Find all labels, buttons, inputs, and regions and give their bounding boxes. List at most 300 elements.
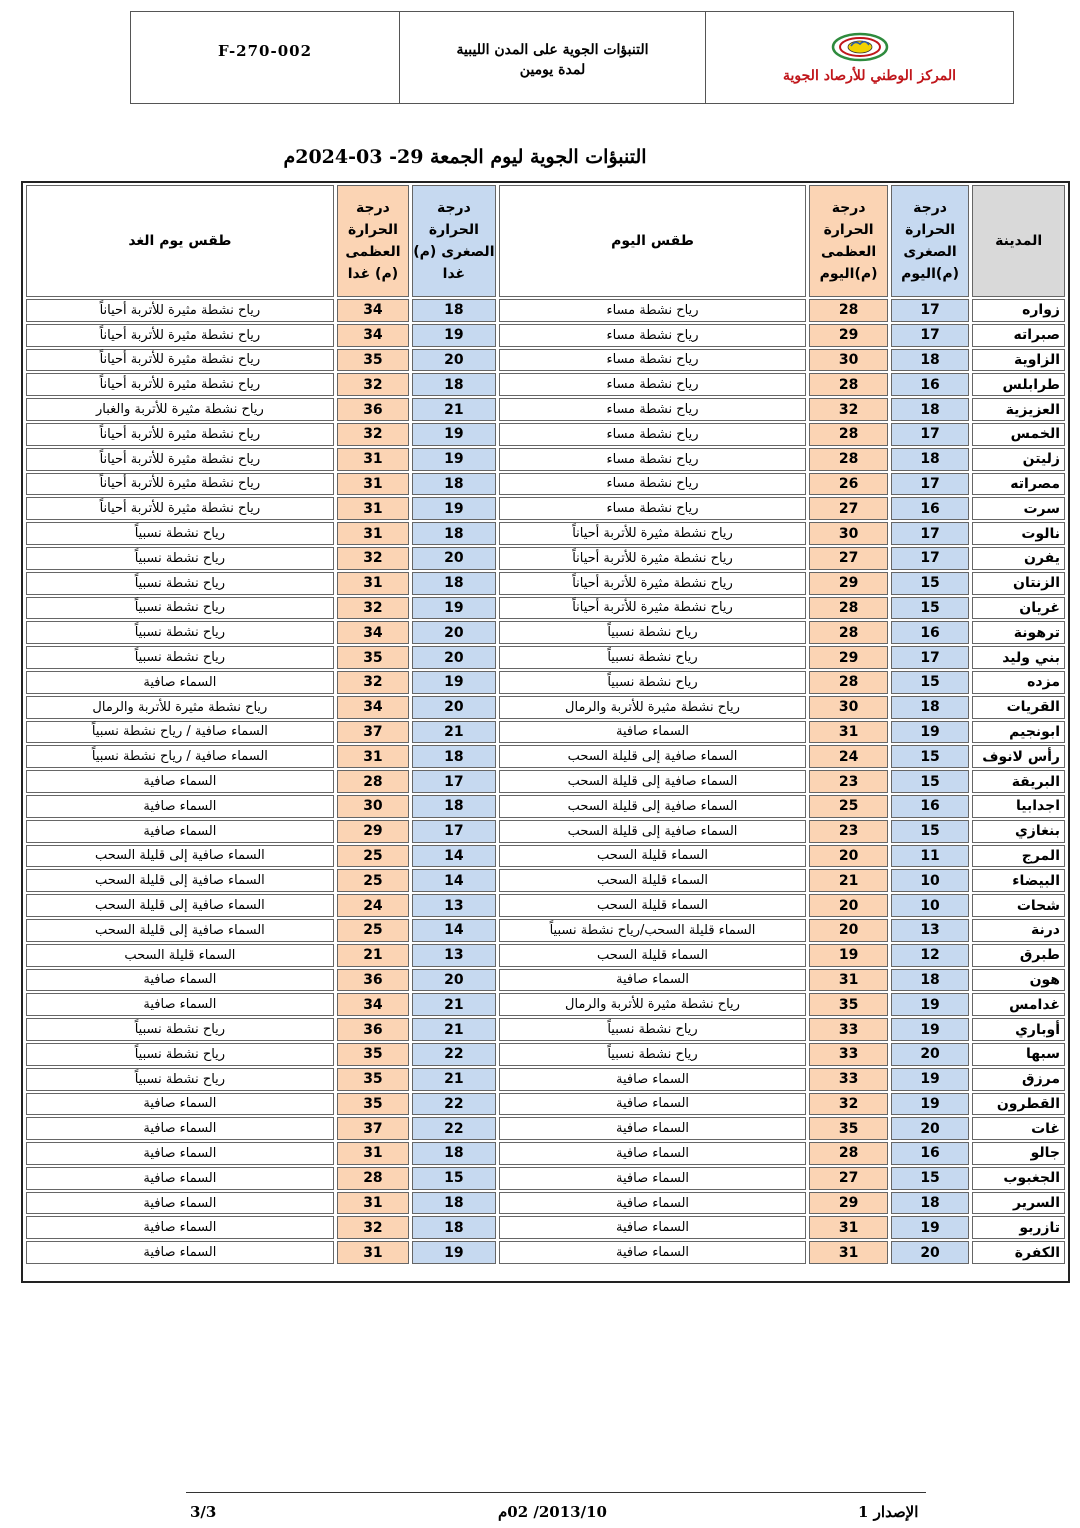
row-min-tomorrow: 14 — [412, 845, 496, 868]
row-weather-today: رياح نشطة نسبياً — [499, 646, 807, 669]
row-min-tomorrow: 20 — [412, 349, 496, 372]
row-weather-tomorrow: السماء صافية — [26, 795, 334, 818]
row-weather-today: رياح نشطة مساء — [499, 448, 807, 471]
row-max-today: 20 — [809, 894, 887, 917]
row-min-tomorrow: 21 — [412, 993, 496, 1016]
row-max-tomorrow: 28 — [337, 770, 409, 793]
row-weather-today: السماء صافية — [499, 1068, 807, 1091]
row-city: البيضاء — [972, 869, 1065, 892]
row-city: زواره — [972, 299, 1065, 322]
row-min-today: 15 — [891, 597, 969, 620]
row-city: بني وليد — [972, 646, 1065, 669]
row-weather-today: رياح نشطة نسبياً — [499, 1043, 807, 1066]
row-max-today: 26 — [809, 473, 887, 496]
table-row — [26, 1068, 1065, 1091]
table-header-row — [26, 185, 1065, 297]
row-min-tomorrow: 18 — [412, 1142, 496, 1165]
row-max-today: 29 — [809, 1192, 887, 1215]
row-max-tomorrow: 24 — [337, 894, 409, 917]
row-city: شحات — [972, 894, 1065, 917]
row-min-today: 15 — [891, 745, 969, 768]
table-row — [26, 1093, 1065, 1116]
row-city: طبرق — [972, 944, 1065, 967]
row-weather-today: رياح نشطة مثيرة للأتربة أحياناً — [499, 547, 807, 570]
row-max-today: 28 — [809, 299, 887, 322]
table-row — [26, 299, 1065, 322]
row-max-tomorrow: 32 — [337, 547, 409, 570]
row-min-tomorrow: 18 — [412, 473, 496, 496]
row-city: نالوت — [972, 522, 1065, 545]
row-min-tomorrow: 14 — [412, 919, 496, 942]
row-weather-today: السماء صافية إلى قليلة السحب — [499, 745, 807, 768]
row-max-today: 35 — [809, 993, 887, 1016]
table-row — [26, 522, 1065, 545]
row-max-tomorrow: 32 — [337, 1216, 409, 1239]
row-weather-tomorrow: رياح نشطة مثيرة للأتربة أحياناً — [26, 324, 334, 347]
row-min-tomorrow: 13 — [412, 944, 496, 967]
row-max-today: 27 — [809, 497, 887, 520]
row-max-tomorrow: 25 — [337, 845, 409, 868]
row-min-today: 15 — [891, 820, 969, 843]
row-city: اجدابيا — [972, 795, 1065, 818]
row-min-tomorrow: 19 — [412, 423, 496, 446]
row-weather-tomorrow: السماء صافية — [26, 1167, 334, 1190]
table-row — [26, 820, 1065, 843]
row-weather-tomorrow: السماء صافية — [26, 1117, 334, 1140]
row-min-today: 17 — [891, 547, 969, 570]
table-row — [26, 671, 1065, 694]
row-weather-today: السماء صافية — [499, 1241, 807, 1264]
row-max-tomorrow: 35 — [337, 349, 409, 372]
row-weather-today: رياح نشطة مساء — [499, 349, 807, 372]
row-min-today: 18 — [891, 398, 969, 421]
row-city: الزنتان — [972, 572, 1065, 595]
row-max-tomorrow: 37 — [337, 1117, 409, 1140]
row-city: غات — [972, 1117, 1065, 1140]
row-max-tomorrow: 32 — [337, 423, 409, 446]
table-row — [26, 572, 1065, 595]
row-min-today: 20 — [891, 1241, 969, 1264]
form-code: F-270-002 — [131, 12, 400, 103]
row-max-today: 29 — [809, 324, 887, 347]
row-min-tomorrow: 22 — [412, 1043, 496, 1066]
forecast-table — [23, 183, 1068, 1266]
footer-page-number: 3/3 — [190, 1503, 217, 1521]
row-max-today: 20 — [809, 845, 887, 868]
row-weather-tomorrow: رياح نشطة مثيرة للأتربة والرمال — [26, 696, 334, 719]
footer-date: 2013/10/ 02م — [498, 1503, 607, 1521]
row-max-today: 31 — [809, 721, 887, 744]
row-min-tomorrow: 17 — [412, 770, 496, 793]
row-weather-tomorrow: السماء صافية إلى قليلة السحب — [26, 845, 334, 868]
row-weather-tomorrow: السماء صافية — [26, 1142, 334, 1165]
row-min-today: 19 — [891, 993, 969, 1016]
row-min-today: 17 — [891, 299, 969, 322]
row-max-tomorrow: 32 — [337, 671, 409, 694]
row-weather-today: السماء صافية — [499, 1142, 807, 1165]
row-max-tomorrow: 36 — [337, 969, 409, 992]
row-min-today: 15 — [891, 572, 969, 595]
row-weather-today: السماء قليلة السحب — [499, 869, 807, 892]
row-min-tomorrow: 22 — [412, 1093, 496, 1116]
row-min-tomorrow: 18 — [412, 299, 496, 322]
row-max-today: 24 — [809, 745, 887, 768]
row-min-today: 16 — [891, 1142, 969, 1165]
row-max-tomorrow: 36 — [337, 398, 409, 421]
row-weather-today: السماء قليلة السحب — [499, 845, 807, 868]
row-city: القريات — [972, 696, 1065, 719]
row-min-tomorrow: 19 — [412, 324, 496, 347]
row-max-tomorrow: 31 — [337, 1142, 409, 1165]
row-city: يفرن — [972, 547, 1065, 570]
row-weather-today: السماء صافية — [499, 721, 807, 744]
row-city: الجغبوب — [972, 1167, 1065, 1190]
row-weather-tomorrow: السماء صافية / رياح نشطة نسبياً — [26, 745, 334, 768]
row-weather-tomorrow: السماء صافية — [26, 993, 334, 1016]
row-min-today: 16 — [891, 497, 969, 520]
row-weather-tomorrow: السماء صافية — [26, 1192, 334, 1215]
row-weather-tomorrow: السماء صافية — [26, 1216, 334, 1239]
row-min-today: 12 — [891, 944, 969, 967]
row-max-today: 30 — [809, 522, 887, 545]
row-min-today: 17 — [891, 324, 969, 347]
row-max-tomorrow: 31 — [337, 572, 409, 595]
row-city: بنغازي — [972, 820, 1065, 843]
row-min-today: 18 — [891, 969, 969, 992]
row-min-today: 16 — [891, 795, 969, 818]
row-weather-today: السماء صافية إلى قليلة السحب — [499, 820, 807, 843]
row-min-tomorrow: 19 — [412, 1241, 496, 1264]
page-title: التنبؤات الجوية ليوم الجمعة 29- 03-2024م — [283, 146, 647, 168]
forecast-table-frame — [21, 181, 1070, 1283]
col-header-weather-today: طقس اليوم — [499, 185, 807, 297]
row-weather-today: رياح نشطة مساء — [499, 398, 807, 421]
row-weather-tomorrow: رياح نشطة نسبياً — [26, 1018, 334, 1041]
row-max-today: 30 — [809, 696, 887, 719]
row-weather-today: رياح نشطة مثيرة للأتربة والرمال — [499, 696, 807, 719]
row-weather-today: رياح نشطة مساء — [499, 373, 807, 396]
row-weather-today: السماء صافية — [499, 1093, 807, 1116]
row-max-today: 29 — [809, 572, 887, 595]
table-row — [26, 845, 1065, 868]
row-min-tomorrow: 22 — [412, 1117, 496, 1140]
row-city: أوباري — [972, 1018, 1065, 1041]
row-weather-today: السماء قليلة السحب — [499, 894, 807, 917]
row-weather-today: رياح نشطة مثيرة للأتربة أحياناً — [499, 597, 807, 620]
row-weather-tomorrow: السماء صافية — [26, 969, 334, 992]
table-row — [26, 745, 1065, 768]
row-max-tomorrow: 25 — [337, 869, 409, 892]
row-weather-tomorrow: رياح نشطة نسبياً — [26, 522, 334, 545]
document-header — [130, 11, 1014, 104]
row-max-tomorrow: 34 — [337, 696, 409, 719]
row-min-today: 15 — [891, 770, 969, 793]
row-weather-today: السماء قليلة السحب — [499, 944, 807, 967]
row-max-tomorrow: 31 — [337, 522, 409, 545]
row-weather-today: رياح نشطة مساء — [499, 324, 807, 347]
row-weather-tomorrow: رياح نشطة نسبياً — [26, 547, 334, 570]
row-max-today: 28 — [809, 597, 887, 620]
table-row — [26, 869, 1065, 892]
row-min-today: 18 — [891, 448, 969, 471]
row-min-tomorrow: 20 — [412, 969, 496, 992]
row-weather-today: السماء صافية — [499, 1117, 807, 1140]
row-min-tomorrow: 19 — [412, 597, 496, 620]
row-min-today: 10 — [891, 869, 969, 892]
row-min-tomorrow: 15 — [412, 1167, 496, 1190]
row-weather-tomorrow: رياح نشطة نسبياً — [26, 1068, 334, 1091]
col-header-min-today: درجة الحرارة الصغرى (م)اليوم — [891, 185, 969, 297]
row-city: رأس لانوف — [972, 745, 1065, 768]
row-weather-today: رياح نشطة مثيرة للأتربة والرمال — [499, 993, 807, 1016]
row-max-tomorrow: 34 — [337, 993, 409, 1016]
row-weather-tomorrow: السماء صافية — [26, 770, 334, 793]
row-weather-tomorrow: رياح نشطة مثيرة للأتربة أحياناً — [26, 423, 334, 446]
row-weather-today: السماء صافية — [499, 1216, 807, 1239]
row-weather-today: السماء صافية — [499, 969, 807, 992]
row-max-today: 23 — [809, 770, 887, 793]
table-row — [26, 894, 1065, 917]
row-city: الكفرة — [972, 1241, 1065, 1264]
row-min-tomorrow: 17 — [412, 820, 496, 843]
row-min-today: 19 — [891, 1068, 969, 1091]
row-weather-today: رياح نشطة نسبياً — [499, 621, 807, 644]
organization-box — [706, 12, 1013, 103]
row-weather-tomorrow: رياح نشطة مثيرة للأتربة أحياناً — [26, 349, 334, 372]
col-header-max-tomorrow: درجة الحرارة العظمى (م) غدا — [337, 185, 409, 297]
row-weather-tomorrow: رياح نشطة مثيرة للأتربة والغبار — [26, 398, 334, 421]
row-city: جالو — [972, 1142, 1065, 1165]
row-max-tomorrow: 31 — [337, 497, 409, 520]
table-row — [26, 547, 1065, 570]
row-city: مرزق — [972, 1068, 1065, 1091]
table-row — [26, 770, 1065, 793]
row-min-today: 19 — [891, 1093, 969, 1116]
row-min-tomorrow: 18 — [412, 1192, 496, 1215]
row-max-today: 32 — [809, 398, 887, 421]
row-city: طرابلس — [972, 373, 1065, 396]
row-max-tomorrow: 28 — [337, 1167, 409, 1190]
row-min-today: 17 — [891, 473, 969, 496]
table-row — [26, 398, 1065, 421]
row-min-today: 13 — [891, 919, 969, 942]
table-row — [26, 423, 1065, 446]
col-header-city: المدينة — [972, 185, 1065, 297]
table-row — [26, 1167, 1065, 1190]
row-weather-tomorrow: رياح نشطة مثيرة للأتربة أحياناً — [26, 373, 334, 396]
table-row — [26, 1142, 1065, 1165]
row-max-tomorrow: 32 — [337, 373, 409, 396]
row-min-tomorrow: 18 — [412, 522, 496, 545]
row-city: الخمس — [972, 423, 1065, 446]
row-min-today: 20 — [891, 1117, 969, 1140]
row-min-tomorrow: 21 — [412, 1018, 496, 1041]
row-min-today: 19 — [891, 1018, 969, 1041]
row-min-tomorrow: 18 — [412, 572, 496, 595]
table-row — [26, 646, 1065, 669]
row-max-tomorrow: 31 — [337, 448, 409, 471]
row-max-today: 33 — [809, 1018, 887, 1041]
row-max-today: 28 — [809, 621, 887, 644]
row-city: مزده — [972, 671, 1065, 694]
col-header-weather-tomorrow: طقس يوم الغد — [26, 185, 334, 297]
row-min-today: 16 — [891, 373, 969, 396]
row-weather-tomorrow: السماء قليلة السحب — [26, 944, 334, 967]
row-min-today: 19 — [891, 1216, 969, 1239]
table-row — [26, 324, 1065, 347]
row-max-today: 20 — [809, 919, 887, 942]
table-row — [26, 1043, 1065, 1066]
row-max-tomorrow: 25 — [337, 919, 409, 942]
row-city: هون — [972, 969, 1065, 992]
row-max-tomorrow: 29 — [337, 820, 409, 843]
row-min-tomorrow: 18 — [412, 373, 496, 396]
row-max-tomorrow: 31 — [337, 1241, 409, 1264]
row-min-today: 19 — [891, 721, 969, 744]
row-weather-today: رياح نشطة مثيرة للأتربة أحياناً — [499, 522, 807, 545]
row-city: زليتن — [972, 448, 1065, 471]
row-weather-today: السماء صافية — [499, 1167, 807, 1190]
table-row — [26, 621, 1065, 644]
row-city: درنة — [972, 919, 1065, 942]
row-city: غريان — [972, 597, 1065, 620]
row-weather-tomorrow: السماء صافية — [26, 671, 334, 694]
table-row — [26, 1241, 1065, 1264]
table-row — [26, 497, 1065, 520]
row-city: القطرون — [972, 1093, 1065, 1116]
row-max-today: 29 — [809, 646, 887, 669]
row-weather-tomorrow: رياح نشطة مثيرة للأتربة أحياناً — [26, 497, 334, 520]
row-max-today: 28 — [809, 423, 887, 446]
row-min-tomorrow: 21 — [412, 398, 496, 421]
row-max-tomorrow: 32 — [337, 597, 409, 620]
table-row — [26, 993, 1065, 1016]
doc-title-line1: التنبؤات الجوية على المدن الليبية — [456, 41, 649, 58]
doc-title-line2: لمدة يومين — [519, 61, 586, 78]
row-weather-today: رياح نشطة نسبياً — [499, 671, 807, 694]
row-min-tomorrow: 14 — [412, 869, 496, 892]
row-city: ترهونة — [972, 621, 1065, 644]
row-city: البريقة — [972, 770, 1065, 793]
row-min-today: 16 — [891, 621, 969, 644]
row-min-today: 10 — [891, 894, 969, 917]
row-max-tomorrow: 21 — [337, 944, 409, 967]
row-weather-tomorrow: رياح نشطة مثيرة للأتربة أحياناً — [26, 299, 334, 322]
row-max-today: 23 — [809, 820, 887, 843]
row-weather-today: رياح نشطة مثيرة للأتربة أحياناً — [499, 572, 807, 595]
organization-name: المركز الوطني للأرصاد الجوية — [783, 67, 957, 84]
row-weather-today: السماء صافية — [499, 1192, 807, 1215]
row-min-tomorrow: 20 — [412, 547, 496, 570]
footer-edition: الإصدار 1 — [858, 1503, 919, 1521]
row-max-tomorrow: 31 — [337, 473, 409, 496]
row-min-today: 18 — [891, 1192, 969, 1215]
row-weather-today: رياح نشطة مساء — [499, 473, 807, 496]
table-row — [26, 721, 1065, 744]
row-max-tomorrow: 34 — [337, 299, 409, 322]
row-min-tomorrow: 13 — [412, 894, 496, 917]
row-city: المرج — [972, 845, 1065, 868]
row-max-today: 27 — [809, 547, 887, 570]
row-max-today: 30 — [809, 349, 887, 372]
row-min-tomorrow: 20 — [412, 696, 496, 719]
row-weather-tomorrow: السماء صافية إلى قليلة السحب — [26, 869, 334, 892]
row-city: العزيزية — [972, 398, 1065, 421]
row-max-tomorrow: 36 — [337, 1018, 409, 1041]
row-weather-today: رياح نشطة مساء — [499, 497, 807, 520]
col-header-max-today: درجة الحرارة العظمى (م)اليوم — [809, 185, 887, 297]
table-row — [26, 919, 1065, 942]
row-max-today: 31 — [809, 1216, 887, 1239]
table-body — [26, 299, 1065, 1264]
row-min-today: 18 — [891, 696, 969, 719]
table-row — [26, 1117, 1065, 1140]
row-max-today: 28 — [809, 1142, 887, 1165]
table-row — [26, 1018, 1065, 1041]
document-title-box — [400, 12, 706, 103]
table-row — [26, 448, 1065, 471]
row-max-tomorrow: 35 — [337, 1043, 409, 1066]
row-city: سرت — [972, 497, 1065, 520]
met-center-logo-icon — [831, 32, 889, 62]
row-min-tomorrow: 20 — [412, 621, 496, 644]
row-city: غدامس — [972, 993, 1065, 1016]
table-row — [26, 969, 1065, 992]
row-city: سبها — [972, 1043, 1065, 1066]
row-weather-tomorrow: رياح نشطة نسبياً — [26, 597, 334, 620]
table-row — [26, 944, 1065, 967]
row-max-today: 28 — [809, 448, 887, 471]
row-weather-tomorrow: رياح نشطة مثيرة للأتربة أحياناً — [26, 473, 334, 496]
row-min-today: 17 — [891, 522, 969, 545]
row-max-tomorrow: 34 — [337, 324, 409, 347]
table-row — [26, 597, 1065, 620]
row-min-tomorrow: 19 — [412, 448, 496, 471]
row-min-today: 18 — [891, 349, 969, 372]
row-weather-tomorrow: رياح نشطة نسبياً — [26, 621, 334, 644]
row-weather-tomorrow: رياح نشطة نسبياً — [26, 1043, 334, 1066]
row-max-today: 35 — [809, 1117, 887, 1140]
row-city: مصراته — [972, 473, 1065, 496]
row-min-tomorrow: 18 — [412, 1216, 496, 1239]
row-min-tomorrow: 19 — [412, 671, 496, 694]
table-row — [26, 1216, 1065, 1239]
table-row — [26, 373, 1065, 396]
row-weather-tomorrow: السماء صافية إلى قليلة السحب — [26, 919, 334, 942]
row-max-today: 28 — [809, 373, 887, 396]
row-weather-today: رياح نشطة مساء — [499, 423, 807, 446]
row-max-tomorrow: 35 — [337, 646, 409, 669]
row-weather-today: السماء صافية إلى قليلة السحب — [499, 770, 807, 793]
row-max-today: 32 — [809, 1093, 887, 1116]
row-city: الزاوية — [972, 349, 1065, 372]
row-max-today: 31 — [809, 1241, 887, 1264]
row-min-tomorrow: 21 — [412, 721, 496, 744]
row-weather-today: رياح نشطة نسبياً — [499, 1018, 807, 1041]
row-weather-tomorrow: السماء صافية إلى قليلة السحب — [26, 894, 334, 917]
row-weather-today: السماء صافية إلى قليلة السحب — [499, 795, 807, 818]
row-city: صبراته — [972, 324, 1065, 347]
row-min-today: 17 — [891, 423, 969, 446]
table-row — [26, 1192, 1065, 1215]
row-city: السرير — [972, 1192, 1065, 1215]
row-max-tomorrow: 31 — [337, 745, 409, 768]
row-weather-tomorrow: السماء صافية — [26, 820, 334, 843]
table-row — [26, 795, 1065, 818]
table-row — [26, 349, 1065, 372]
row-weather-tomorrow: السماء صافية — [26, 1241, 334, 1264]
table-row — [26, 473, 1065, 496]
